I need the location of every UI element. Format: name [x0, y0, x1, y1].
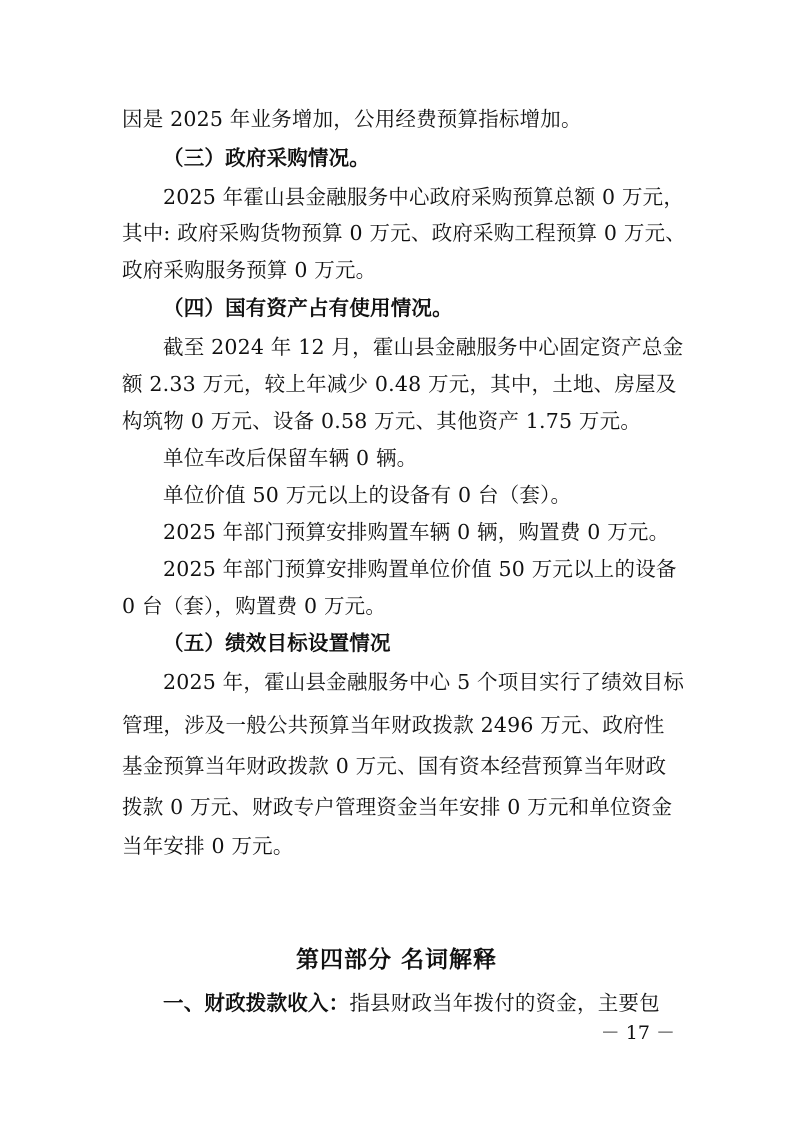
paragraph-line: 2025 年霍山县金融服务中心政府采购预算总额 0 万元，	[163, 185, 685, 209]
paragraph-line: 单位价值 50 万元以上的设备有 0 台（套）。	[163, 483, 572, 507]
subheading-performance: （五）绩效目标设置情况	[163, 631, 391, 655]
paragraph-line: 因是 2025 年业务增加，公用经费预算指标增加。	[122, 107, 582, 131]
paragraph-line: 0 台（套），购置费 0 万元。	[122, 594, 387, 618]
term-definition-line	[163, 988, 660, 1018]
paragraph-line: 单位车改后保留车辆 0 辆。	[163, 446, 418, 470]
paragraph-line: 基金预算当年财政拨款 0 万元、国有资本经营预算当年财政	[122, 754, 667, 778]
term-label: 一、财政拨款收入：	[163, 991, 350, 1015]
paragraph-line: 2025 年部门预算安排购置车辆 0 辆，购置费 0 万元。	[163, 520, 670, 544]
paragraph-line: 管理，涉及一般公共预算当年财政拨款 2496 万元、政府性	[122, 713, 665, 737]
paragraph-line: 截至 2024 年 12 月，霍山县金融服务中心固定资产总金	[163, 335, 684, 359]
paragraph-line: 2025 年部门预算安排购置单位价值 50 万元以上的设备	[163, 557, 677, 581]
term-text: 指县财政当年拨付的资金，主要包	[349, 991, 660, 1015]
paragraph-line: 2025 年，霍山县金融服务中心 5 个项目实行了绩效目标	[163, 670, 685, 694]
paragraph-line: 构筑物 0 万元、设备 0.58 万元、其他资产 1.75 万元。	[122, 409, 642, 433]
page-number	[0, 1020, 793, 1046]
paragraph-line: 当年安排 0 万元。	[122, 834, 294, 858]
section-title: 第四部分 名词解释	[295, 947, 497, 973]
paragraph-line: 其中: 政府采购货物预算 0 万元、政府采购工程预算 0 万元、	[122, 221, 686, 245]
paragraph-line: 额 2.33 万元，较上年减少 0.48 万元，其中，土地、房屋及	[122, 372, 677, 396]
subheading-procurement: （三）政府采购情况。	[163, 146, 370, 170]
paragraph-line: 拨款 0 万元、财政专户管理资金当年安排 0 万元和单位资金	[122, 795, 673, 819]
subheading-assets: （四）国有资产占有使用情况。	[163, 296, 453, 320]
paragraph-line: 政府采购服务预算 0 万元。	[122, 258, 377, 282]
page-number-text: － 17 －	[600, 1022, 675, 1044]
